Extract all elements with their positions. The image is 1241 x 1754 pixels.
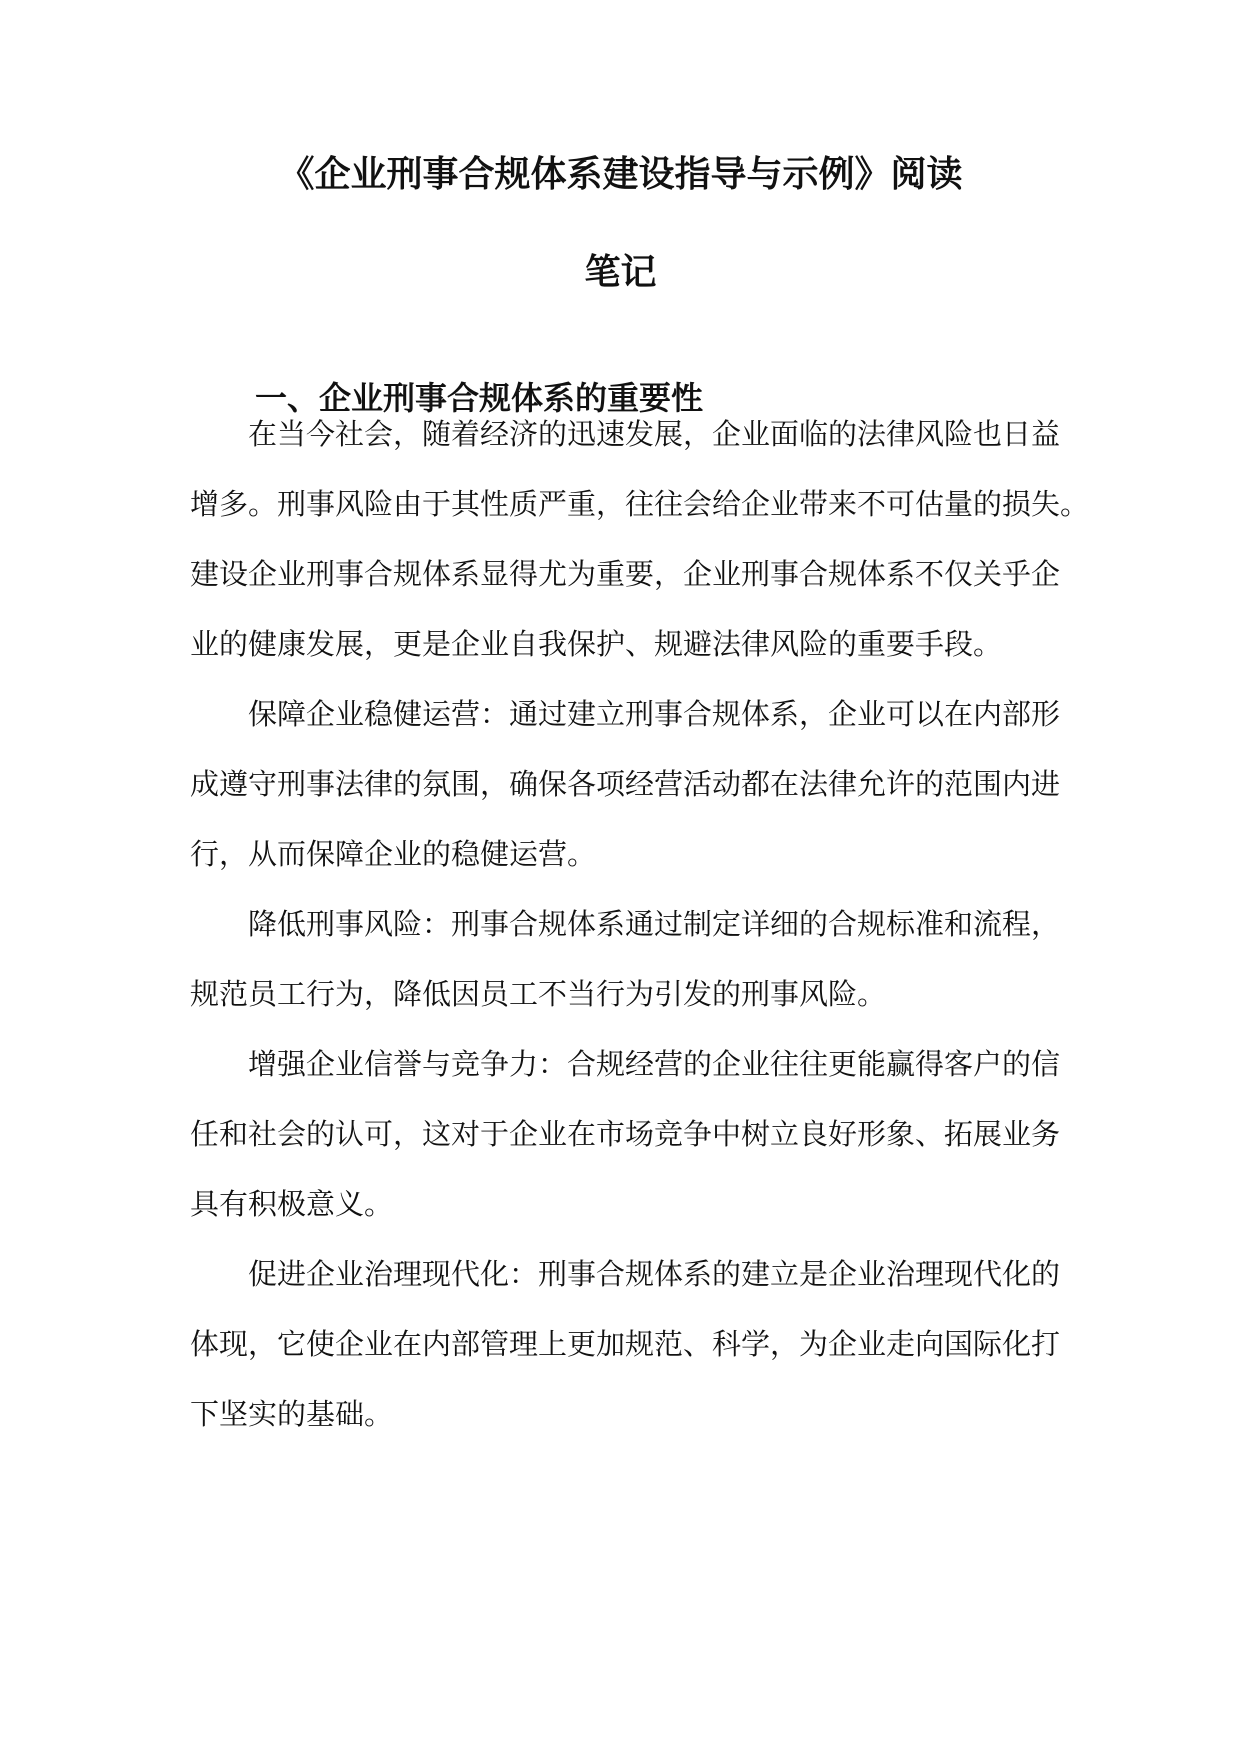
document-title-line-2: 笔记: [584, 252, 657, 293]
text-line: 增强企业信誉与竞争力：合规经营的企业往往更能赢得客户的信: [248, 1047, 1061, 1081]
text-line: 促进企业治理现代化：刑事合规体系的建立是企业治理现代化的: [248, 1257, 1061, 1291]
text-line: 行，从而保障企业的稳健运营。: [190, 837, 597, 871]
text-line: 成遵守刑事法律的氛围，确保各项经营活动都在法律允许的范围内进: [190, 767, 1061, 801]
text-line: 下坚实的基础。: [190, 1397, 394, 1431]
text-line: 在当今社会，随着经济的迅速发展，企业面临的法律风险也日益: [248, 417, 1061, 451]
text-line: 具有积极意义。: [190, 1187, 394, 1221]
text-line: 保障企业稳健运营：通过建立刑事合规体系，企业可以在内部形: [248, 697, 1061, 731]
document-title-line-1: 《企业刑事合规体系建设指导与示例》阅读: [278, 154, 963, 195]
text-line: 增多。刑事风险由于其性质严重，往往会给企业带来不可估量的损失。: [190, 487, 1090, 521]
text-line: 体现，它使企业在内部管理上更加规范、科学，为企业走向国际化打: [190, 1327, 1061, 1361]
text-line: 任和社会的认可，这对于企业在市场竞争中树立良好形象、拓展业务: [190, 1117, 1061, 1151]
text-line: 业的健康发展，更是企业自我保护、规避法律风险的重要手段。: [190, 627, 1003, 661]
text-line: 降低刑事风险：刑事合规体系通过制定详细的合规标准和流程，: [248, 907, 1061, 941]
text-line: 规范员工行为，降低因员工不当行为引发的刑事风险。: [190, 977, 887, 1011]
text-line: 建设企业刑事合规体系显得尤为重要，企业刑事合规体系不仅关乎企: [190, 557, 1061, 591]
section-heading: 一、企业刑事合规体系的重要性: [255, 379, 704, 417]
